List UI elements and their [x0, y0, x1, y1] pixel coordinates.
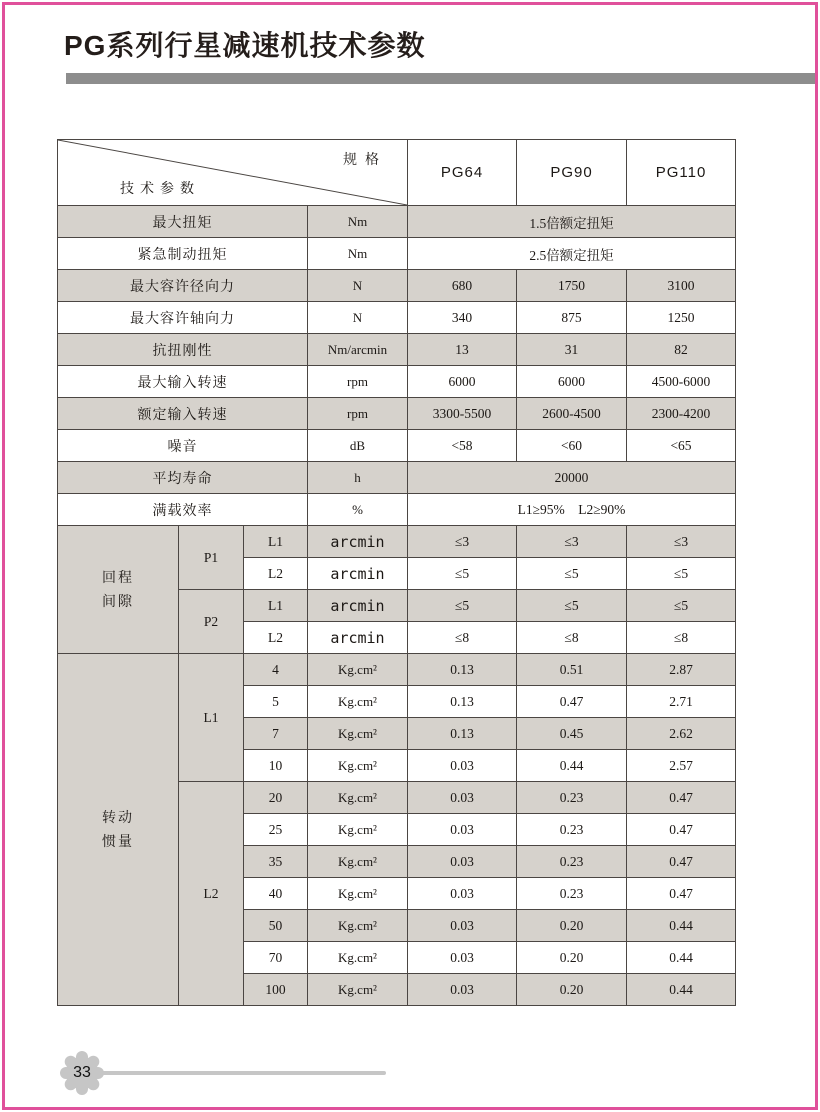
stage-cell: L1 [244, 526, 308, 558]
unit-cell: N [308, 302, 408, 334]
backlash-label-line1: 回程 [102, 568, 134, 585]
value-cell: 0.03 [408, 974, 517, 1006]
unit-cell: Kg.cm² [308, 686, 408, 718]
ratio-cell: 7 [244, 718, 308, 750]
ratio-cell: 20 [244, 782, 308, 814]
value-cell: 0.45 [517, 718, 627, 750]
value-cell: ≤8 [408, 622, 517, 654]
value-cell: 0.03 [408, 814, 517, 846]
precision-grade-cell: P2 [179, 590, 244, 654]
stage-group-cell: L2 [179, 782, 244, 1006]
model-column-header: PG90 [517, 140, 627, 206]
param-name-cell: 平均寿命 [58, 462, 308, 494]
unit-cell: Kg.cm² [308, 974, 408, 1006]
value-cell: 875 [517, 302, 627, 334]
merged-value-cell: 2.5倍额定扭矩 [408, 238, 736, 270]
merged-value-cell: L1≥95% L2≥90% [408, 494, 736, 526]
value-cell: 1750 [517, 270, 627, 302]
unit-cell: dB [308, 430, 408, 462]
value-cell: <58 [408, 430, 517, 462]
value-cell: 0.23 [517, 846, 627, 878]
unit-cell: Nm/arcmin [308, 334, 408, 366]
value-cell: ≤3 [408, 526, 517, 558]
value-cell: <65 [627, 430, 736, 462]
value-cell: 0.03 [408, 878, 517, 910]
gear-icon [60, 1051, 384, 1095]
value-cell: 340 [408, 302, 517, 334]
ratio-cell: 70 [244, 942, 308, 974]
value-cell: 0.44 [627, 910, 736, 942]
unit-cell: N [308, 270, 408, 302]
unit-cell: Kg.cm² [308, 718, 408, 750]
unit-cell: rpm [308, 398, 408, 430]
value-cell: ≤5 [408, 590, 517, 622]
unit-cell: Kg.cm² [308, 750, 408, 782]
ratio-cell: 10 [244, 750, 308, 782]
value-cell: 2.57 [627, 750, 736, 782]
unit-cell: rpm [308, 366, 408, 398]
value-cell: 0.20 [517, 974, 627, 1006]
unit-cell: arcmin [308, 590, 408, 622]
value-cell: 0.20 [517, 910, 627, 942]
unit-cell: Kg.cm² [308, 942, 408, 974]
value-cell: 6000 [408, 366, 517, 398]
unit-cell: Kg.cm² [308, 782, 408, 814]
value-cell: 2.87 [627, 654, 736, 686]
value-cell: 0.03 [408, 846, 517, 878]
value-cell: 0.47 [517, 686, 627, 718]
param-name-cell: 最大输入转速 [58, 366, 308, 398]
stage-cell: L1 [244, 590, 308, 622]
value-cell: 0.03 [408, 782, 517, 814]
spec-table [57, 139, 736, 1006]
value-cell: ≤3 [627, 526, 736, 558]
value-cell: 2.62 [627, 718, 736, 750]
ratio-cell: 50 [244, 910, 308, 942]
unit-cell: Kg.cm² [308, 846, 408, 878]
ratio-cell: 35 [244, 846, 308, 878]
value-cell: 82 [627, 334, 736, 366]
precision-grade-cell: P1 [179, 526, 244, 590]
stage-cell: L2 [244, 622, 308, 654]
unit-cell: Kg.cm² [308, 654, 408, 686]
value-cell: 680 [408, 270, 517, 302]
model-column-header: PG110 [627, 140, 736, 206]
page-title: PG系列行星减速机技术参数 [64, 30, 426, 61]
value-cell: 0.13 [408, 654, 517, 686]
unit-cell: arcmin [308, 526, 408, 558]
value-cell: 0.47 [627, 782, 736, 814]
value-cell: ≤5 [627, 590, 736, 622]
title-underline-bar [66, 73, 815, 84]
value-cell: 1250 [627, 302, 736, 334]
value-cell: 0.44 [627, 974, 736, 1006]
value-cell: 2.71 [627, 686, 736, 718]
ratio-cell: 100 [244, 974, 308, 1006]
value-cell: 0.51 [517, 654, 627, 686]
ratio-cell: 4 [244, 654, 308, 686]
param-name-cell: 最大容许轴向力 [58, 302, 308, 334]
value-cell: 0.44 [627, 942, 736, 974]
inertia-label-line2: 惯量 [102, 832, 134, 849]
unit-cell: arcmin [308, 558, 408, 590]
value-cell: ≤3 [517, 526, 627, 558]
model-column-header: PG64 [408, 140, 517, 206]
value-cell: 13 [408, 334, 517, 366]
unit-cell: Kg.cm² [308, 878, 408, 910]
value-cell: 2300-4200 [627, 398, 736, 430]
value-cell: 0.47 [627, 814, 736, 846]
unit-cell: arcmin [308, 622, 408, 654]
ratio-cell: 25 [244, 814, 308, 846]
value-cell: 31 [517, 334, 627, 366]
unit-cell: Kg.cm² [308, 910, 408, 942]
unit-cell: h [308, 462, 408, 494]
param-name-cell: 紧急制动扭矩 [58, 238, 308, 270]
value-cell: ≤5 [408, 558, 517, 590]
param-name-cell: 抗扭刚性 [58, 334, 308, 366]
inertia-section-label [58, 654, 179, 1006]
backlash-label-line2: 间隙 [102, 592, 134, 609]
param-name-cell: 满载效率 [58, 494, 308, 526]
value-cell: 3300-5500 [408, 398, 517, 430]
value-cell: ≤5 [517, 590, 627, 622]
merged-value-cell: 20000 [408, 462, 736, 494]
value-cell: 6000 [517, 366, 627, 398]
corner-label-params: 技术参数 [120, 180, 200, 196]
value-cell: 3100 [627, 270, 736, 302]
unit-cell: % [308, 494, 408, 526]
unit-cell: Nm [308, 206, 408, 238]
inertia-label-line1: 转动 [102, 808, 134, 825]
value-cell: 0.47 [627, 846, 736, 878]
param-name-cell: 噪音 [58, 430, 308, 462]
value-cell: 0.13 [408, 718, 517, 750]
value-cell: 0.20 [517, 942, 627, 974]
stage-cell: L2 [244, 558, 308, 590]
value-cell: 0.44 [517, 750, 627, 782]
value-cell: 0.23 [517, 782, 627, 814]
value-cell: 2600-4500 [517, 398, 627, 430]
value-cell: 0.13 [408, 686, 517, 718]
unit-cell: Nm [308, 238, 408, 270]
value-cell: 0.47 [627, 878, 736, 910]
merged-value-cell: 1.5倍额定扭矩 [408, 206, 736, 238]
page-number: 33 [73, 1064, 91, 1081]
param-name-cell: 最大容许径向力 [58, 270, 308, 302]
ratio-cell: 40 [244, 878, 308, 910]
value-cell: ≤8 [517, 622, 627, 654]
footer-decoration [58, 1048, 398, 1098]
backlash-section-label [58, 526, 179, 654]
value-cell: ≤8 [627, 622, 736, 654]
param-name-cell: 最大扭矩 [58, 206, 308, 238]
param-name-cell: 额定输入转速 [58, 398, 308, 430]
value-cell: ≤5 [517, 558, 627, 590]
value-cell: 0.23 [517, 814, 627, 846]
corner-label-spec: 规格 [343, 151, 387, 167]
stage-group-cell: L1 [179, 654, 244, 782]
value-cell: 0.23 [517, 878, 627, 910]
value-cell: <60 [517, 430, 627, 462]
value-cell: ≤5 [627, 558, 736, 590]
corner-header-cell [58, 140, 408, 206]
unit-cell: Kg.cm² [308, 814, 408, 846]
value-cell: 0.03 [408, 910, 517, 942]
value-cell: 4500-6000 [627, 366, 736, 398]
value-cell: 0.03 [408, 750, 517, 782]
ratio-cell: 5 [244, 686, 308, 718]
value-cell: 0.03 [408, 942, 517, 974]
